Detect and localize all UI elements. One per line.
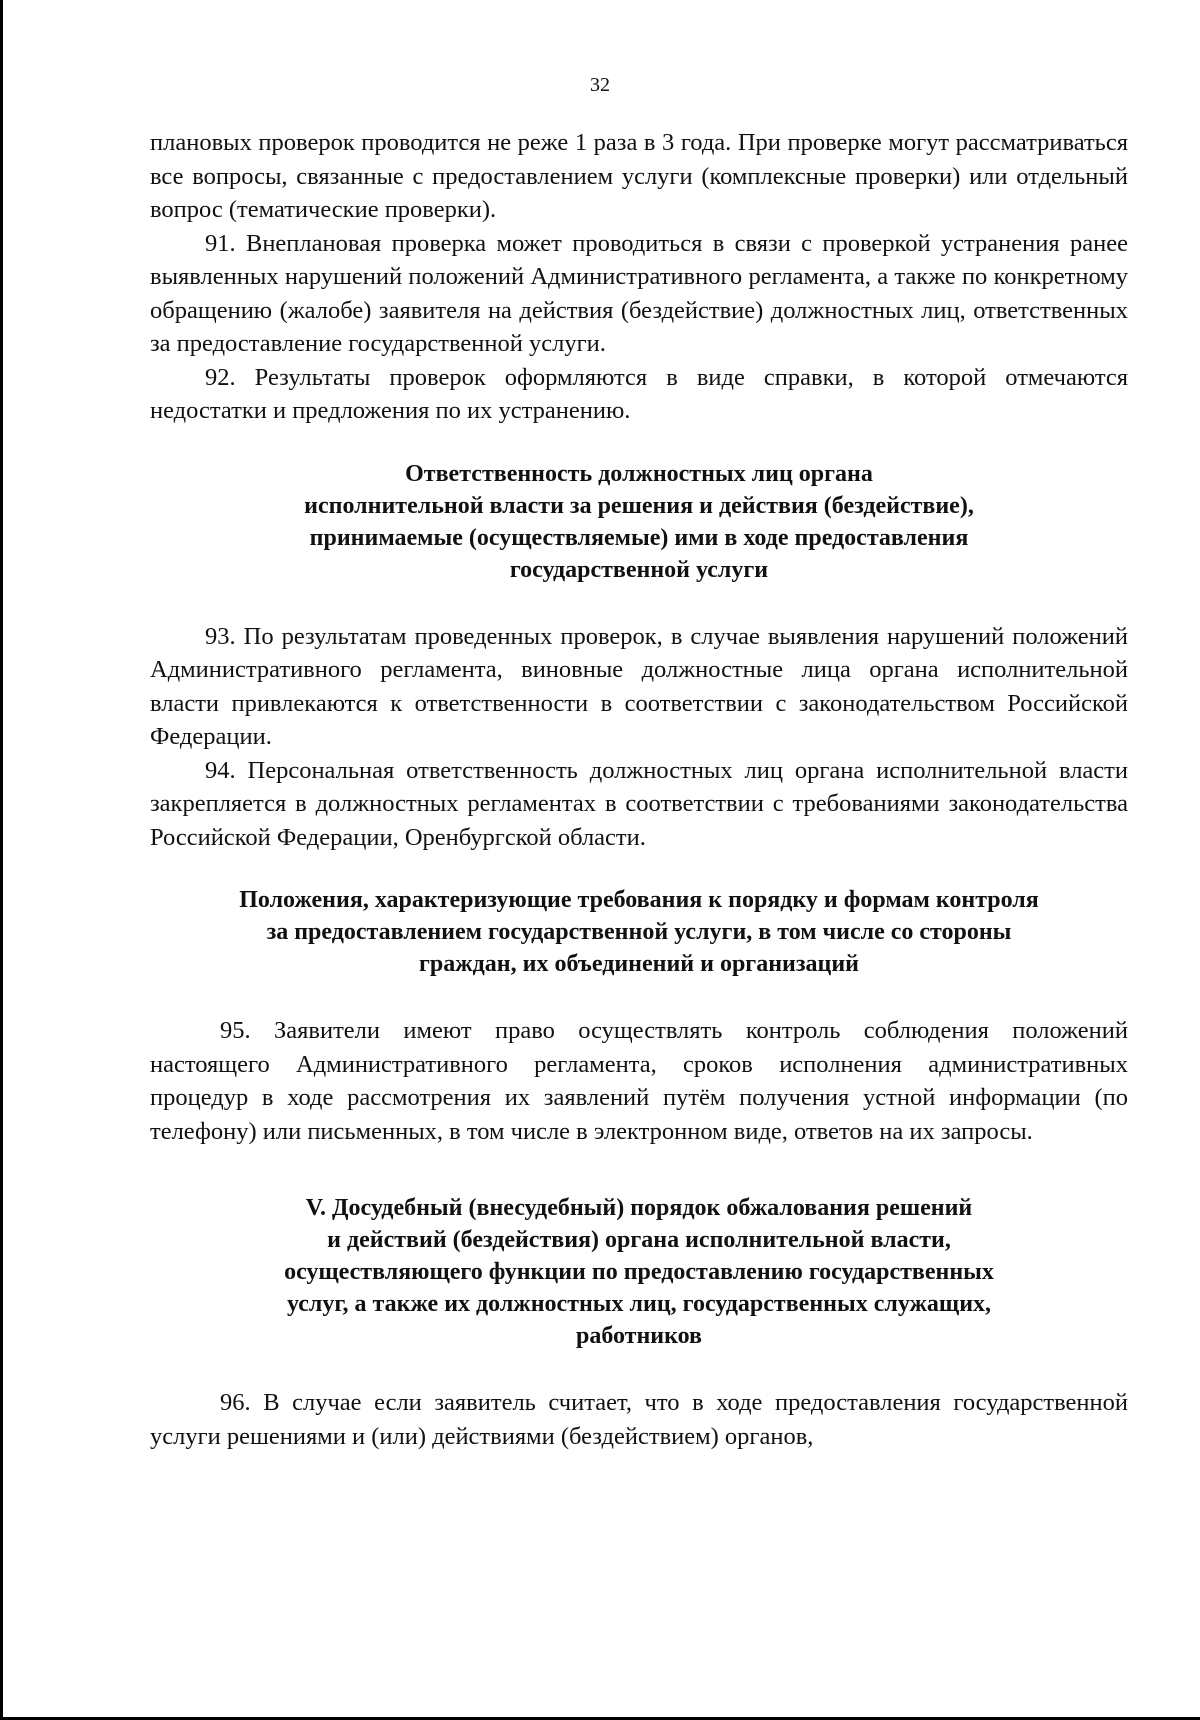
- page-number: 32: [590, 74, 610, 96]
- paragraph-92: 92. Результаты проверок оформляются в виде справки, в которой отмечаются недостатки и предложения по их устранению.: [150, 363, 1128, 424]
- heading-line: услуг, а также их должностных лиц, государственных служащих,: [286, 1291, 992, 1317]
- paragraph-96: 96. В случае если заявитель считает, что в ходе предоставления государственной услуги решениями и (или) действиями (бездействием) органов,: [150, 1389, 1128, 1450]
- paragraph-91: 91. Внеплановая проверка может проводиться в связи с проверкой устранения ранее выявленных нарушений положений Административного регламента, а также по конкретному обращению (жалобе) заявителя на действия (бездействие) должностных лиц, ответственных за предоставление государственной услуги.: [150, 229, 1128, 357]
- heading-responsibility: [150, 458, 1128, 586]
- heading-section-v: [150, 1192, 1128, 1352]
- paragraph-95: 95. Заявители имеют право осуществлять контроль соблюдения положений настоящего Административного регламента, сроков исполнения административных процедур в ходе рассмотрения их заявлений путём получения устной информации (по телефону) или письменных, в том числе в электронном виде, ответов на их запросы.: [150, 1017, 1128, 1145]
- document-body: [150, 126, 1128, 1453]
- heading-line: осуществляющего функции по предоставлению государственных: [284, 1259, 994, 1285]
- heading-line: Положения, характеризующие требования к порядку и формам контроля: [239, 887, 1039, 913]
- heading-line: принимаемые (осуществляемые) ими в ходе предоставления: [309, 524, 969, 551]
- heading-line: и действий (бездействия) органа исполнительной власти,: [327, 1227, 951, 1253]
- heading-line: за предоставлением государственной услуги, в том числе со стороны: [266, 919, 1012, 945]
- heading-line: работников: [575, 1323, 703, 1349]
- paragraph-intro: плановых проверок проводится не реже 1 раза в 3 года. При проверке могут рассматриваться все вопросы, связанные с предоставлением услуги (комплексные проверки) или отдельный вопрос (тематические проверки).: [150, 129, 1128, 223]
- heading-line: государственной услуги: [509, 556, 769, 583]
- heading-line: исполнительной власти за решения и действия (бездействие),: [304, 492, 974, 519]
- heading-line: V. Досудебный (внесудебный) порядок обжалования решений: [305, 1195, 973, 1221]
- paragraph-94: 94. Персональная ответственность должностных лиц органа исполнительной власти закрепляется в должностных регламентах в соответствии с требованиями законодательства Российской Федерации, Оренбургской области.: [150, 756, 1128, 851]
- heading-line: граждан, их объединений и организаций: [419, 951, 859, 977]
- heading-control-requirements: [150, 884, 1128, 980]
- heading-line: Ответственность должностных лиц органа: [405, 460, 873, 487]
- scan-border-left: [0, 0, 3, 1720]
- paragraph-93: 93. По результатам проведенных проверок, в случае выявления нарушений положений Административного регламента, виновные должностные лица органа исполнительной власти привлекаются к ответственности в соответствии с законодательством Российской Федерации.: [150, 622, 1128, 750]
